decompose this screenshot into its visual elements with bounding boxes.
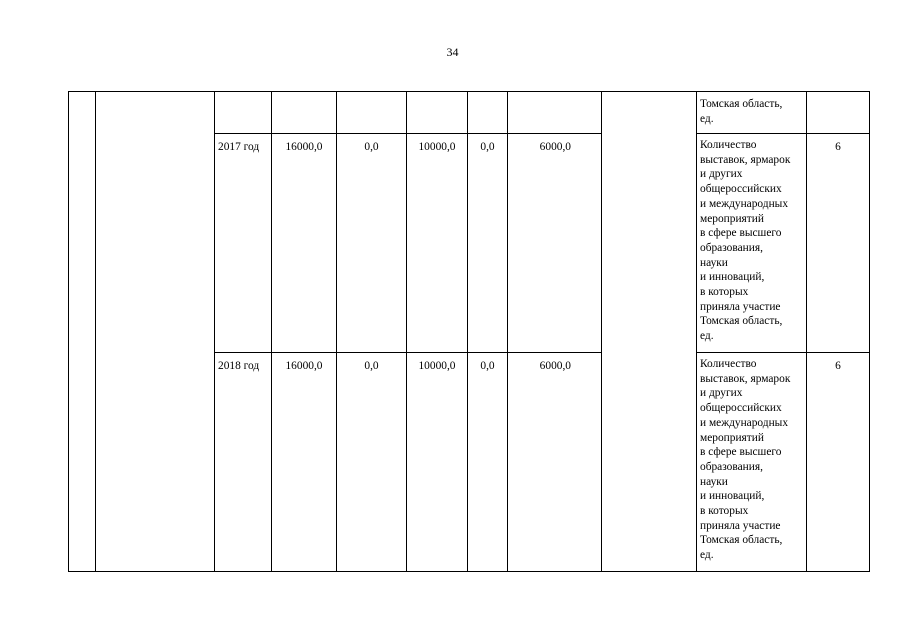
regional-cell: 10000,0 (407, 353, 468, 572)
total-cell (272, 92, 337, 134)
table-row (69, 92, 870, 134)
federal-cell (337, 92, 407, 134)
program-table (68, 91, 870, 572)
regional-cell (407, 92, 468, 134)
federal-cell: 0,0 (337, 353, 407, 572)
value-cell (807, 92, 870, 134)
other-cell (508, 92, 602, 134)
value-cell: 6 (807, 134, 870, 353)
number-cell (69, 92, 96, 572)
indicator-cell: Томская область, ед. (697, 92, 807, 134)
indicator-cell: Количество выставок, ярмарок и других общероссийских и международных мероприятий в сфере высшего образования, науки и инноваций, в которых приняла участие Томская область, ед. (697, 353, 807, 572)
local-cell: 0,0 (468, 353, 508, 572)
local-cell: 0,0 (468, 134, 508, 353)
executor-cell (602, 92, 697, 572)
value-cell: 6 (807, 353, 870, 572)
local-cell (468, 92, 508, 134)
task-name-cell (96, 92, 215, 572)
year-cell (215, 92, 272, 134)
total-cell: 16000,0 (272, 353, 337, 572)
other-cell: 6000,0 (508, 134, 602, 353)
other-cell: 6000,0 (508, 353, 602, 572)
year-cell: 2018 год (215, 353, 272, 572)
page-number: 34 (446, 45, 459, 59)
federal-cell: 0,0 (337, 134, 407, 353)
total-cell: 16000,0 (272, 134, 337, 353)
regional-cell: 10000,0 (407, 134, 468, 353)
year-cell: 2017 год (215, 134, 272, 353)
indicator-cell: Количество выставок, ярмарок и других общероссийских и международных мероприятий в сфере высшего образования, науки и инноваций, в которых приняла участие Томская область, ед. (697, 134, 807, 353)
